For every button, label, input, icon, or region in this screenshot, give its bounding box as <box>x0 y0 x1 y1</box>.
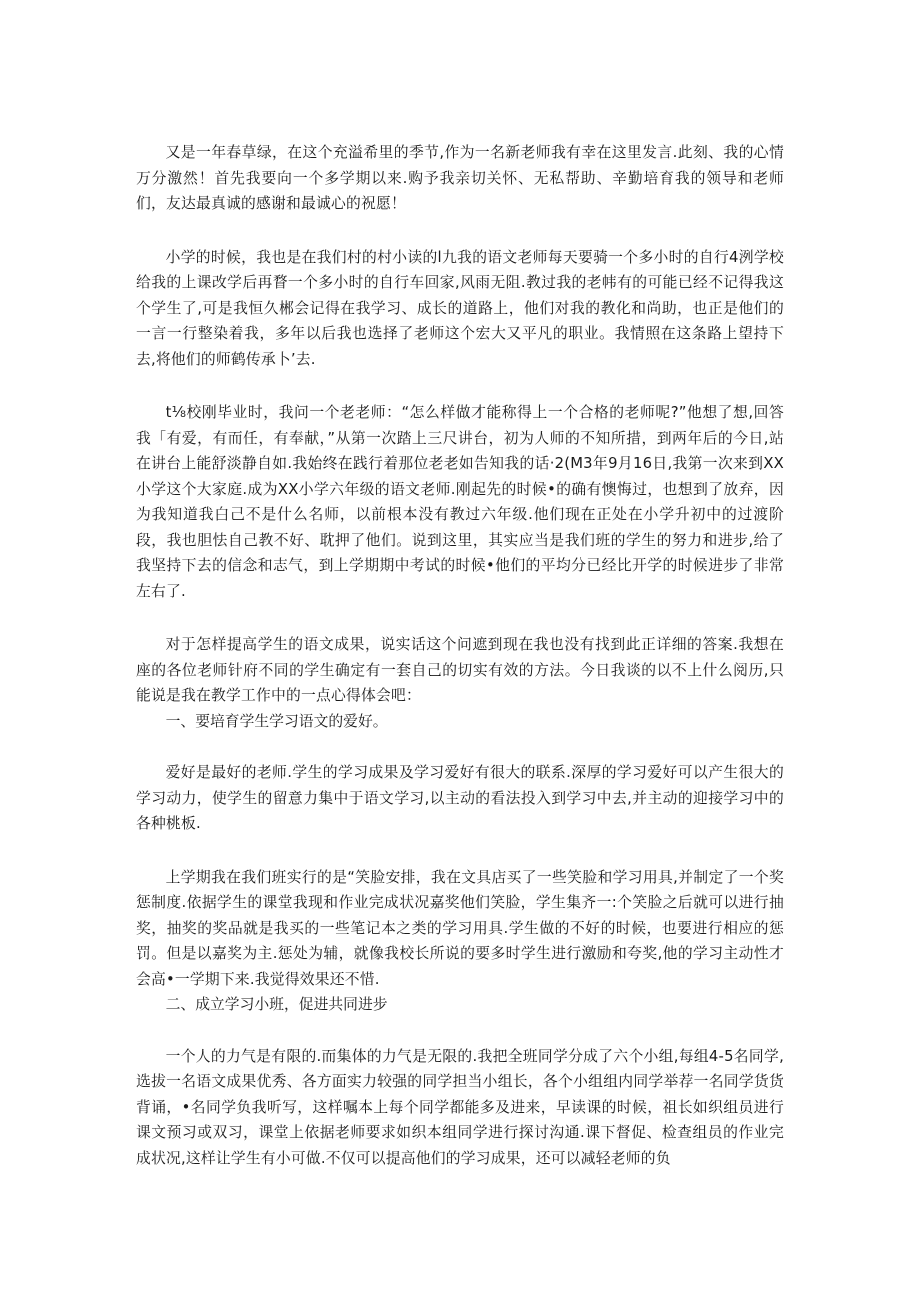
paragraph-smiley-plan: 上学期我在我们班实行的是“笑脸安排，我在文具店买了一些笑脸和学习用具,并制定了一个奖惩制度.依据学生的课堂我现和作业完成状况嘉奖他们笑脸，学生集齐一:个笑脸之后就可以进行抽奖，抽奖的奖品就是我买的一些笔记本之类的学习用具.学生做的不好的时候，也要进行相应的惩罚。但是以嘉奖为主.惩处为辅，就像我校长所说的要多时学生进行激励和夸奖,他的学习主动性才会高•一学期下来.我觉得效果还不惜. <box>136 868 784 988</box>
paragraph-interest: 爱好是最好的老师.学生的学习成果及学习爱好有很大的联系.深厚的学习爱好可以产生很大的学习动力，使学生的留意力集中于语文学习,以主动的看法投入到学习中去,并主动的迎接学习中的各种桃板. <box>136 764 784 832</box>
paragraph-opening: 又是一年春草绿，在这个充溢希里的季节,作为一名新老师我有幸在这里发言.此刻、我的心情万分激然！首先我要向一个多学期以来.购予我亲切关怀、无私帮助、辛勤培育我的领导和老师们，友达最真诚的感谢和最诚心的祝愿！ <box>136 144 784 212</box>
document-body <box>136 140 784 1171</box>
paragraph-childhood: 小学的时候，我也是在我们村的村小读的l九我的语文老师每天要骑一个多小时的自行4洌学校给我的上课改学后再瞀一个多小时的自行车回家,风雨无阻.教过我的老帏有的可能已经不记得我这个学生了,可是我恒久郴会记得在我学习、成长的道路上，他们对我的教化和尚助，也正是他们的一言一行整染着我，多年以后我也选择了老师这个宏大又平凡的职业。我情照在这条路上望持下去,将他们的师鹤传承卜’去. <box>136 248 784 368</box>
paragraph-groups: 一个人的力气是有限的.而集体的力气是无限的.我把全班同学分成了六个小组,每组4-5名同学,选拔一名语文成果优秀、各方面实力较强的同学担当小组长，各个小组组内同学举荐一名同学货货背诵，•名同学负我听写，这样嘱本上每个同学都能多及进来，早读课的时候，祖长如织组员进行课文预习或双习，课堂上依据老师要求如织本组同学进行探讨沟通.课下督促、检查组员的作业完成状况,这样让学生有小可做.不仅可以提高他们的学习成果，还可以减轻老师的负 <box>136 1047 784 1167</box>
paragraph-first-year: t⅛校刚毕业时，我问一个老老师：“怎么样做才能称得上一个合格的老师呢?”他想了想,回答我「有爱，有而任，有奉献，”从第一次踏上三尺讲台，初为人师的不知所措，到两年后的今日,站在讲台上能舒淡静自如.我始终在践行着那位老老如告知我的话·2(M3年9月16日,我第一次来到XX小学这个大家庭.成为XX小学六年级的语文老师.刚起先的时候•的确有懊悔过，也想到了放弃，因为我知道我白己不是什么名师，以前根本没有教过六年级.他们现在正处在小学升初中的过渡阶段，我也胆怯自己教不好、耽押了他们。说到这里，其实应当是我们班的学生的努力和进步,给了我坚持下去的信念和志气，到上学期期中考试的时候•他们的平均分已经比开学的时候进步了非常左右了. <box>136 404 784 600</box>
paragraph-method-intro: 对于怎样提高学生的语文成果，说实话这个问遮到现在我也没有找到此正详细的答案.我想在座的各位老师针府不同的学生确定有一套自己的切实有效的方法。今日我谈的以不上什么阅历,只能说是我在教学工作中的一点心得体会吧： <box>136 636 784 704</box>
section-heading-groups: 二、成立学习小班，促进共同进步 <box>165 996 388 1013</box>
section-heading-interest: 一、要培育学生学习语文的爱好。 <box>165 712 388 730</box>
